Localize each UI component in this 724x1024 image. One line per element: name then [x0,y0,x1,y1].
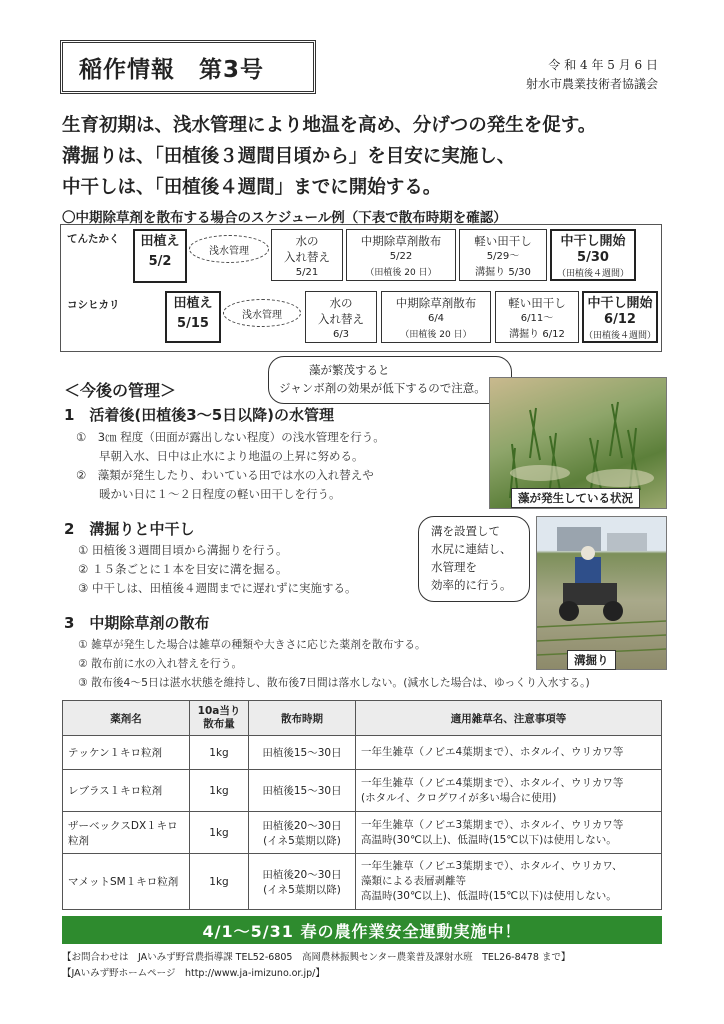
headline-line: 生育初期は、浅水管理により地温を高め、分げつの発生を促す。 [62,115,597,136]
herbicide-date: 6/4 [427,313,445,324]
note-line: 一年生雑草（ノビエ4葉期まで）、ホタルイ、ウリカワ等 [361,776,624,789]
water-change-box [305,291,377,343]
table-header-row [63,701,662,736]
homepage-link[interactable]: 【JAいみず野ホームページ http://www.ja-imizuno.or.jp/】 [62,968,325,979]
safety-campaign-banner: 4/1～5/31 春の農作業安全運動実施中！ [62,916,662,944]
herbicide-timing [249,854,356,910]
herbicide-box [381,291,491,343]
herbicide-notes [356,736,662,770]
header-line: 散布量 [203,718,235,730]
herbicide-name: マメットSM１キロ粒剤 [63,854,190,910]
herbicide-notes [356,812,662,854]
midseason-note: （田植後４週間） [584,331,657,341]
herbicide-note: （田植後 20 日） [365,268,437,278]
bubble-line: ジャンボ剤の効果が低下するので注意。 [279,381,486,395]
list-item: ② 散布前に水の入れ替えを行う。 [78,657,243,670]
list-item: ① 雑草が発生した場合は雑草の種類や大きさに応じた薬剤を散布する。 [78,638,426,651]
midseason-label: 中干し開始 [587,296,653,311]
timing-line: 田植後20～30日 [262,868,342,881]
herbicide-label: 中期除草剤散布 [395,296,477,310]
drain-label: 軽い田干し [508,296,566,310]
light-drain-box [495,291,579,343]
list-item: ③ 中干しは、田植後４週間までに遅れずに実施する。 [78,581,357,595]
newsletter-title: 稲作情報 第3号 [60,40,316,94]
table-row [63,812,662,854]
header-line: 10a当り [197,705,241,717]
herbicide-box [346,229,456,281]
water-change-label: 水の [329,296,353,310]
planting-box [133,229,187,283]
planting-box [165,291,221,343]
schedule-panel [60,224,662,352]
note-line: 高温時(30℃以上)、低温時(15℃以下)は使用しない。 [361,890,617,902]
water-change-label: 水の [295,234,319,248]
list-item: ② 藻類が発生したり、わいている田では水の入れ替えや [76,468,374,482]
algae-warning-bubble [268,356,512,404]
bubble-line: 溝を設置して [431,524,500,538]
midseason-date: 5/30 [577,250,609,265]
section-3-items [78,635,704,692]
herbicide-timing [249,770,356,812]
shallow-water-oval: 浅水管理 [223,299,301,327]
note-line: 一年生雑草（ノビエ3葉期まで）、ホタルイ、ウリカワ、 [361,860,623,872]
herbicide-label: 中期除草剤散布 [360,234,442,248]
drain-date: 6/11～ [520,313,554,324]
water-change-label: 入れ替え [318,312,364,326]
table-row [63,736,662,770]
ditch-date: 溝掘り 5/30 [475,267,531,278]
planting-label: 田植え [173,296,213,311]
timing-line: (イネ5葉期以降) [263,883,341,896]
midseason-drain-box [550,229,636,281]
contact-line: 【お問合わせは JAいみず野営農指導課 TEL52-6805 高岡農林振興センター農業普及課射水班 TEL26-8478 まで】 [62,952,571,963]
herbicide-notes [356,770,662,812]
contact-info [62,950,702,982]
herbicide-amount: 1kg [190,812,249,854]
timing-line: (イネ5葉期以降) [263,834,341,847]
shallow-water-oval: 浅水管理 [189,235,269,263]
list-item: ③ 散布後4～5日は湛水状態を維持し、散布後7日間は落水しない。(減水した場合は、ゆっくり入水する。) [78,676,590,689]
midseason-note: （田植後４週間） [556,269,629,279]
note-line: 高温時(30℃以上)、低温時(15℃以下)は使用しない。 [361,833,617,846]
variety-label: コシヒカリ [67,299,120,311]
column-header: 適用雑草名、注意事項等 [356,701,662,736]
schedule-title: 〇中期除草剤を散布する場合のスケジュール例（下表で散布時期を確認） [62,210,507,226]
herbicide-name: レブラス１キロ粒剤 [63,770,190,812]
midseason-label: 中干し開始 [560,234,626,249]
midseason-date: 6/12 [604,312,636,327]
table-row [63,854,662,910]
table-row [63,770,662,812]
list-item: ② １５条ごとに１本を目安に溝を掘る。 [78,562,288,576]
water-change-date: 5/21 [295,267,319,278]
column-header [190,701,249,736]
herbicide-table [62,700,662,910]
timing-line: 田植後15～30日 [262,747,342,759]
herbicide-name: テッケン１キロ粒剤 [63,736,190,770]
water-change-box [271,229,343,281]
ditch-date: 溝掘り 6/12 [509,329,565,340]
bubble-line: 水管理を [431,560,477,574]
timing-line: 田植後15～30日 [262,785,342,797]
water-change-date: 6/3 [332,329,350,340]
list-item: 暖かい日に１～２日程度の軽い田干しを行う。 [76,487,341,501]
list-item: ① 3㎝ 程度（田面が露出しない程度）の浅水管理を行う。 [76,430,385,444]
planting-date: 5/15 [177,316,209,331]
list-item: 早朝入水、日中は止水により地温の上昇に努める。 [76,449,364,463]
herbicide-timing [249,812,356,854]
herbicide-notes [356,854,662,910]
headline-line: 中干しは、「田植後４週間」までに開始する。 [62,177,442,198]
bubble-line: 効率的に行う。 [431,578,512,592]
management-heading: ＜今後の管理＞ [64,381,177,400]
note-line: 藻類による表層剥離等 [361,875,466,887]
headline [62,110,702,203]
section-3-title: 3 中期除草剤の散布 [64,614,210,632]
planting-label: 田植え [140,234,180,249]
herbicide-amount: 1kg [190,854,249,910]
list-item: ① 田植後３週間目頃から溝掘りを行う。 [78,543,288,557]
planting-date: 5/2 [148,254,172,269]
herbicide-name: ザーベックスDX１キロ粒剤 [63,812,190,854]
column-header: 薬剤名 [63,701,190,736]
herbicide-amount: 1kg [190,736,249,770]
headline-line: 溝掘りは、「田植後３週間目頃から」を目安に実施し、 [62,146,516,167]
algae-photo-caption: 藻が発生している状況 [511,488,640,508]
section-1-title: 1 活着後(田植後3～5日以降)の水管理 [64,406,335,424]
section-2-items [78,541,418,598]
note-line: 一年生雑草（ノビエ3葉期まで）、ホタルイ、ウリカワ等 [361,818,624,831]
issue-date: 令 和 4 年 5 月 6 日 [548,58,658,72]
issuer-name: 射水市農業技術者協議会 [525,77,658,91]
ditch-photo-caption: 溝掘り [567,650,616,670]
herbicide-timing [249,736,356,770]
herbicide-note: （田植後 20 日） [400,330,472,340]
bubble-line: 藻が繁茂すると [309,363,390,377]
herbicide-date: 5/22 [389,251,413,262]
bubble-line: 水尻に連結し、 [431,542,512,556]
section-1-items [76,428,486,504]
drain-date: 5/29～ [486,251,520,262]
midseason-drain-box [582,291,658,343]
water-change-label: 入れ替え [284,250,330,264]
variety-label: てんたかく [67,233,120,245]
section-2-title: 2 溝掘りと中干し [64,520,195,538]
note-line: 一年生雑草（ノビエ4葉期まで）、ホタルイ、ウリカワ等 [361,746,624,758]
ditch-tip-bubble [418,516,530,602]
issue-info [526,56,658,94]
column-header: 散布時期 [249,701,356,736]
light-drain-box [459,229,547,281]
note-line: (ホタルイ、クログワイが多い場合に使用) [361,791,557,804]
drain-label: 軽い田干し [474,234,532,248]
herbicide-amount: 1kg [190,770,249,812]
timing-line: 田植後20～30日 [262,819,342,832]
